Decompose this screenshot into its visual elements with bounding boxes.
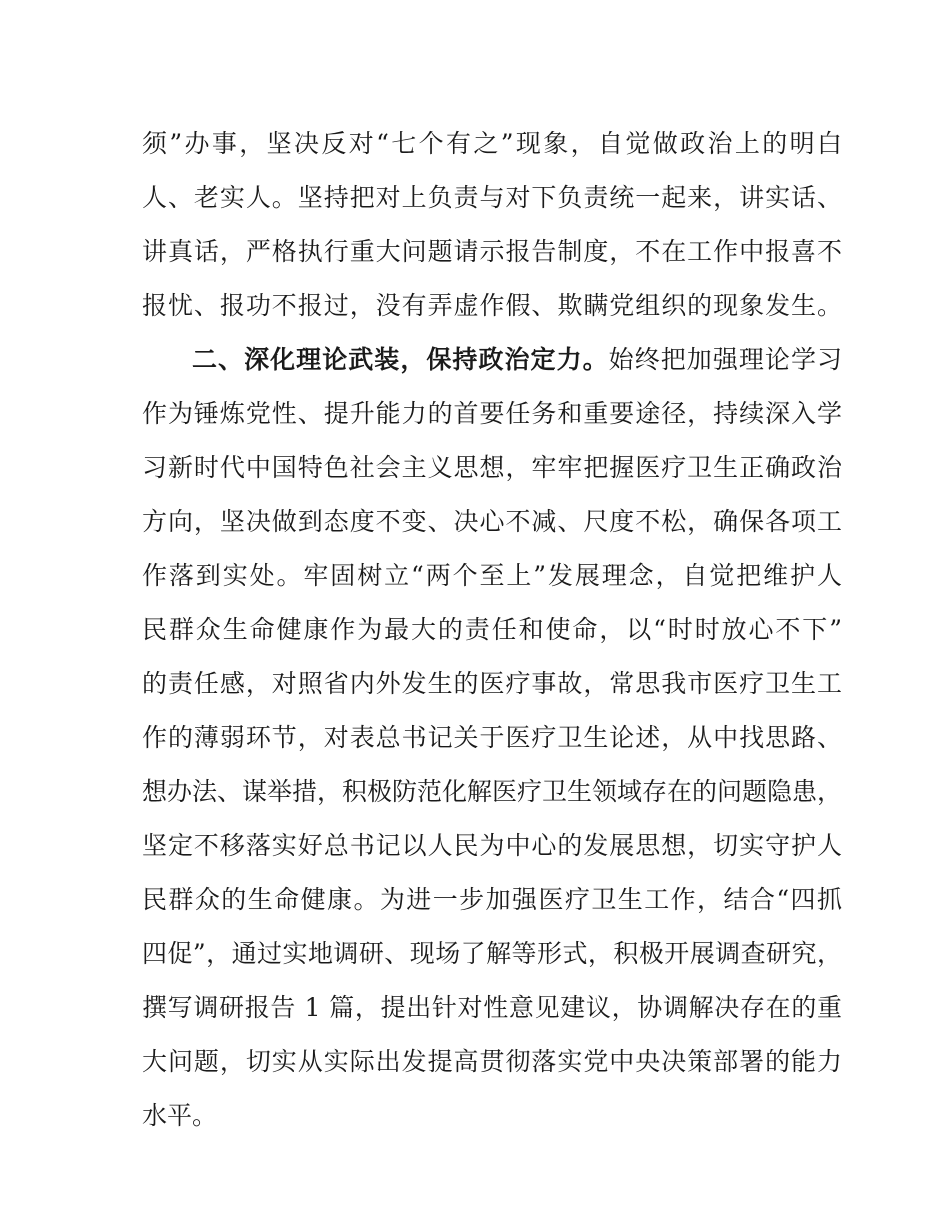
paragraph-2-line-4: 方向，坚决做到态度不变、决心不减、尺度不松，确保各项工 bbox=[142, 507, 842, 536]
document-body bbox=[142, 117, 842, 1143]
paragraph-2-line-13: 撰写调研报告 1 篇，提出针对性意见建议，协调解决存在的重 bbox=[142, 993, 842, 1022]
paragraph-2-line-8: 作的薄弱环节，对表总书记关于医疗卫生论述，从中找思路、 bbox=[142, 723, 842, 752]
paragraph-2-line-6: 民群众生命健康作为最大的责任和使命，以“时时放心不下” bbox=[142, 615, 842, 644]
paragraph-2-line-7: 的责任感，对照省内外发生的医疗事故，常思我市医疗卫生工 bbox=[142, 669, 842, 698]
paragraph-2-line-11: 民群众的生命健康。为进一步加强医疗卫生工作，结合“四抓 bbox=[142, 885, 842, 914]
section-heading: 二、深化理论武装，保持政治定力。 bbox=[192, 345, 609, 374]
paragraph-1-line-2: 人、老实人。坚持把对上负责与对下负责统一起来，讲实话、 bbox=[142, 183, 842, 212]
paragraph-2-line-10: 坚定不移落实好总书记以人民为中心的发展思想，切实守护人 bbox=[142, 831, 842, 860]
paragraph-1-line-1: 须”办事，坚决反对“七个有之”现象，自觉做政治上的明白 bbox=[142, 129, 842, 158]
paragraph-2-line-1 bbox=[142, 333, 842, 387]
paragraph-2-last-line: 水平。 bbox=[142, 1101, 218, 1130]
paragraph-2-line-2: 作为锤炼党性、提升能力的首要任务和重要途径，持续深入学 bbox=[142, 399, 842, 428]
paragraph-2-line-9: 想办法、谋举措，积极防范化解医疗卫生领域存在的问题隐患， bbox=[142, 777, 843, 806]
paragraph-1-line-4: 报忧、报功不报过，没有弄虚作假、欺瞒党组织的现象发生。 bbox=[142, 291, 842, 320]
paragraph-2-line-3: 习新时代中国特色社会主义思想，牢牢把握医疗卫生正确政治 bbox=[142, 453, 842, 482]
paragraph-2-line-1-text: 始终把加强理论学习 bbox=[608, 345, 842, 374]
paragraph-2-line-12: 四促”，通过实地调研、现场了解等形式，积极开展调查研究， bbox=[142, 939, 842, 968]
paragraph-1-line-3: 讲真话，严格执行重大问题请示报告制度，不在工作中报喜不 bbox=[142, 237, 842, 266]
paragraph-2-line-14: 大问题，切实从实际出发提高贯彻落实党中央决策部署的能力 bbox=[142, 1047, 842, 1076]
paragraph-2-line-5: 作落到实处。牢固树立“两个至上”发展理念，自觉把维护人 bbox=[142, 561, 842, 590]
